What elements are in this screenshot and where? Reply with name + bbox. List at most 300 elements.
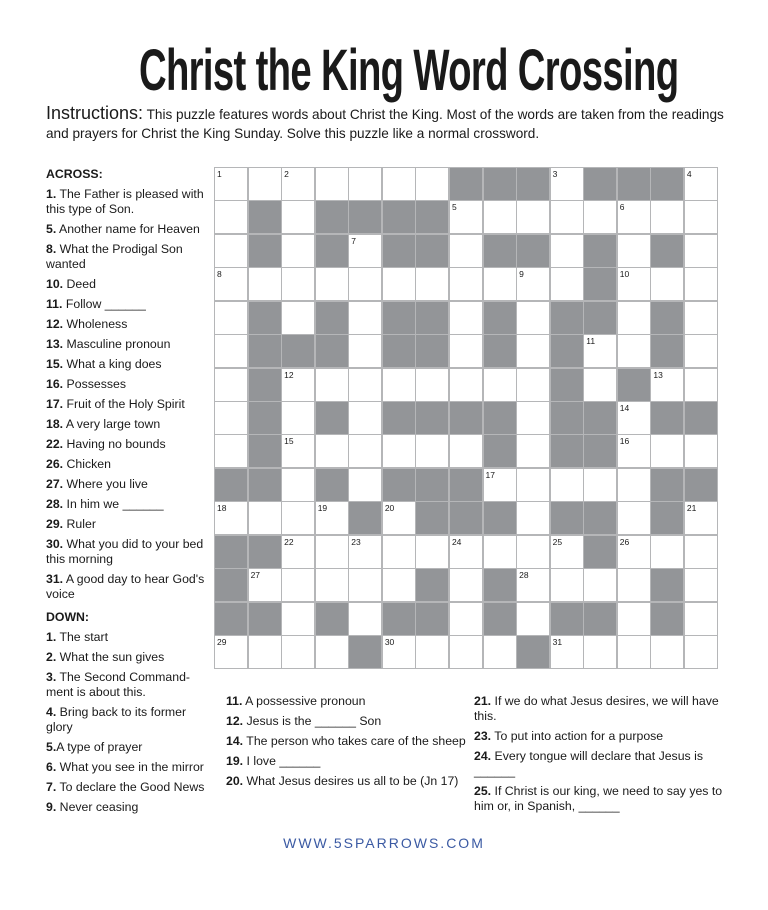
block-cell [517,636,549,668]
answer-cell[interactable] [349,469,381,501]
clue-number: 23. [474,729,492,743]
answer-cell[interactable] [282,636,314,668]
block-cell [316,235,348,267]
clue-item [46,497,212,512]
clue-number: 14. [226,734,244,748]
answer-cell[interactable] [450,435,482,467]
block-cell [584,603,616,635]
block-cell [484,235,516,267]
instructions-text: This puzzle features words about Christ the King. Most of the words are taken from the readings and prayers for Christ the King Sunday. Solve this puzzle like a normal crossword. [46,107,724,141]
answer-cell[interactable] [517,502,549,534]
block-cell [416,235,448,267]
block-cell [584,536,616,568]
answer-cell[interactable] [349,435,381,467]
block-cell [517,168,549,200]
answer-cell[interactable] [383,435,415,467]
block-cell [551,302,583,334]
clue-text: Ruler [63,517,96,531]
answer-cell[interactable] [685,569,717,601]
answer-cell[interactable] [349,235,381,267]
cell-number: 6 [619,202,625,213]
block-cell [416,335,448,367]
clue-text: A good day to hear God's voice [46,572,205,601]
answer-cell[interactable] [584,569,616,601]
cell-number: 16 [619,436,630,447]
answer-cell[interactable] [517,435,549,467]
cell-number: 12 [284,369,294,380]
answer-cell[interactable] [484,369,516,401]
answer-cell[interactable] [349,369,381,401]
clue-item [46,437,212,452]
clue-text: To put into action for a purpose [491,729,664,743]
block-cell [383,235,415,267]
answer-cell[interactable] [215,168,247,200]
clue-item [46,417,212,432]
answer-cell[interactable] [282,268,314,300]
clue-number: 16. [46,377,64,391]
block-cell [484,603,516,635]
clue-item [46,317,212,332]
block-cell [484,569,516,601]
answer-cell[interactable] [651,636,683,668]
answer-cell[interactable] [416,369,448,401]
block-cell [517,235,549,267]
answer-cell[interactable] [249,268,281,300]
answer-cell[interactable] [215,636,247,668]
clue-number: 19. [226,754,244,768]
block-cell [450,168,482,200]
block-cell [584,302,616,334]
clue-text: Masculine pronoun [63,337,171,351]
block-cell [383,402,415,434]
answer-cell[interactable] [685,201,717,233]
answer-cell[interactable] [651,435,683,467]
answer-cell[interactable] [685,636,717,668]
answer-cell[interactable] [685,335,717,367]
block-cell [383,603,415,635]
answer-cell[interactable] [215,435,247,467]
clue-text: A very large town [63,417,161,431]
clue-item [46,337,212,352]
block-cell [349,201,381,233]
clue-item [46,760,212,775]
answer-cell[interactable] [416,636,448,668]
block-cell [316,402,348,434]
answer-cell[interactable] [215,235,247,267]
answer-cell[interactable] [618,502,650,534]
down-header: DOWN: [46,610,90,624]
answer-cell[interactable] [618,402,650,434]
clue-text: Chicken [63,457,111,471]
cell-number: 7 [351,235,356,246]
clue-number: 3. [46,670,57,684]
block-cell [282,335,314,367]
block-cell [450,469,482,501]
website-link[interactable]: WWW.5SPARROWS.COM [283,835,485,851]
cell-number: 5 [451,202,457,213]
answer-cell[interactable] [282,302,314,334]
block-cell [584,168,616,200]
block-cell [584,235,616,267]
clue-item [226,754,466,769]
answer-cell[interactable] [383,268,415,300]
answer-cell[interactable] [316,168,348,200]
answer-cell[interactable] [685,536,717,568]
answer-cell[interactable] [383,502,415,534]
block-cell [651,168,683,200]
cell-number: 1 [217,169,222,179]
answer-cell[interactable] [450,268,482,300]
block-cell [383,302,415,334]
answer-cell[interactable] [450,335,482,367]
answer-cell[interactable] [349,335,381,367]
answer-cell[interactable] [282,201,314,233]
answer-cell[interactable] [450,636,482,668]
answer-cell[interactable] [282,569,314,601]
cell-number: 29 [217,637,227,648]
answer-cell[interactable] [584,335,616,367]
block-cell [551,502,583,534]
answer-cell[interactable] [618,636,650,668]
clue-item [46,242,212,272]
block-cell [249,435,281,467]
block-cell [484,402,516,434]
answer-cell[interactable] [517,335,549,367]
instructions [46,104,736,143]
answer-cell[interactable] [484,469,516,501]
clue-text: If Christ is our king, we need to say yes to him or, in Spanish, ______ [474,784,723,813]
answer-cell[interactable] [517,536,549,568]
block-cell [484,502,516,534]
clue-text: Never ceasing [56,800,139,814]
answer-cell[interactable] [215,402,247,434]
block-cell [416,201,448,233]
answer-cell[interactable] [651,536,683,568]
block-cell [249,201,281,233]
clue-text: The person who takes care of the sheep [243,734,466,748]
answer-cell[interactable] [215,268,247,300]
answer-cell[interactable] [551,536,583,568]
block-cell [551,603,583,635]
block-cell [249,469,281,501]
block-cell [618,168,650,200]
answer-cell[interactable] [618,335,650,367]
answer-cell[interactable] [484,536,516,568]
answer-cell[interactable] [249,168,281,200]
answer-cell[interactable] [651,268,683,300]
block-cell [249,235,281,267]
answer-cell[interactable] [685,302,717,334]
block-cell [249,302,281,334]
clue-item [46,222,212,237]
answer-cell[interactable] [584,469,616,501]
clue-text: Every tongue will declare that Jesus is ______ [474,749,703,778]
block-cell [383,201,415,233]
cell-number: 11 [586,336,596,347]
answer-cell[interactable] [416,268,448,300]
answer-cell[interactable] [316,502,348,534]
answer-cell[interactable] [517,369,549,401]
answer-cell[interactable] [383,536,415,568]
answer-cell[interactable] [450,603,482,635]
answer-cell[interactable] [517,302,549,334]
answer-cell[interactable] [450,569,482,601]
answer-cell[interactable] [282,435,314,467]
clue-text: The Father is pleased with this type of Son. [46,187,204,216]
clue-item [474,729,724,744]
block-cell [349,502,381,534]
block-cell [651,235,683,267]
clue-number: 31. [46,572,64,586]
block-cell [685,469,717,501]
answer-cell[interactable] [349,603,381,635]
answer-cell[interactable] [416,168,448,200]
block-cell [249,603,281,635]
answer-cell[interactable] [316,536,348,568]
answer-cell[interactable] [618,268,650,300]
clue-number: 4. [46,705,57,719]
cell-number: 3 [552,169,558,179]
clue-text: Deed [63,277,96,291]
clue-item [474,784,724,814]
clue-number: 11. [46,297,63,311]
clue-text: What the sun gives [56,650,165,664]
clue-text: To declare the Good News [56,780,205,794]
clue-number: 1. [46,630,57,644]
clue-text: Wholeness [63,317,128,331]
answer-cell[interactable] [618,569,650,601]
cell-number: 9 [519,269,524,280]
block-cell [551,369,583,401]
answer-cell[interactable] [517,402,549,434]
answer-cell[interactable] [383,168,415,200]
answer-cell[interactable] [450,235,482,267]
clue-item [46,277,212,292]
block-cell [651,402,683,434]
answer-cell[interactable] [685,268,717,300]
answer-cell[interactable] [618,235,650,267]
answer-cell[interactable] [282,536,314,568]
clue-number: 9. [46,800,57,814]
clue-item [46,187,212,217]
answer-cell[interactable] [349,569,381,601]
answer-cell[interactable] [282,469,314,501]
clue-number: 28. [46,497,64,511]
answer-cell[interactable] [618,603,650,635]
answer-cell[interactable] [685,168,717,200]
answer-cell[interactable] [215,369,247,401]
clue-item [46,650,212,665]
answer-cell[interactable] [484,201,516,233]
answer-cell[interactable] [249,569,281,601]
answer-cell[interactable] [282,402,314,434]
answer-cell[interactable] [383,369,415,401]
block-cell [215,603,247,635]
block-cell [685,402,717,434]
down-clues-continued [226,694,466,794]
clue-item [46,537,212,567]
clue-item [46,477,212,492]
answer-cell[interactable] [517,569,549,601]
clue-number: 12. [46,317,64,331]
answer-cell[interactable] [517,603,549,635]
answer-cell[interactable] [282,369,314,401]
answer-cell[interactable] [584,201,616,233]
answer-cell[interactable] [450,201,482,233]
clue-item [46,705,212,735]
answer-cell[interactable] [282,603,314,635]
answer-cell[interactable] [450,369,482,401]
cell-number: 18 [217,503,227,514]
answer-cell[interactable] [618,302,650,334]
clue-text: The Second Command-ment is about this. [46,670,191,699]
answer-cell[interactable] [685,502,717,534]
clue-text: What you see in the mirror [56,760,204,774]
answer-cell[interactable] [551,201,583,233]
answer-cell[interactable] [282,502,314,534]
answer-cell[interactable] [215,502,247,534]
block-cell [416,603,448,635]
answer-cell[interactable] [316,569,348,601]
clue-number: 12. [226,714,244,728]
answer-cell[interactable] [282,168,314,200]
answer-cell[interactable] [215,335,247,367]
clue-number: 5. [46,222,57,236]
answer-cell[interactable] [584,636,616,668]
clue-number: 18. [46,417,64,431]
answer-cell[interactable] [416,536,448,568]
answer-cell[interactable] [517,201,549,233]
down-clues [46,610,212,815]
answer-cell[interactable] [316,268,348,300]
block-cell [651,469,683,501]
answer-cell[interactable] [249,502,281,534]
clue-number: 10. [46,277,64,291]
answer-cell[interactable] [450,302,482,334]
across-header: ACROSS: [46,167,103,181]
block-cell [416,502,448,534]
answer-cell[interactable] [618,435,650,467]
answer-cell[interactable] [249,636,281,668]
block-cell [651,603,683,635]
clue-item [474,749,724,779]
answer-cell[interactable] [651,369,683,401]
clue-text: In him we ______ [63,497,164,511]
answer-cell[interactable] [316,435,348,467]
clue-item [46,457,212,472]
clue-text: Possesses [63,377,126,391]
answer-cell[interactable] [584,369,616,401]
clue-item [226,714,466,729]
answer-cell[interactable] [349,536,381,568]
answer-cell[interactable] [551,168,583,200]
block-cell [484,435,516,467]
answer-cell[interactable] [651,201,683,233]
cell-number: 22 [284,536,294,547]
clue-text: Having no bounds [63,437,166,451]
answer-cell[interactable] [349,168,381,200]
block-cell [551,335,583,367]
answer-cell[interactable] [618,201,650,233]
answer-cell[interactable] [618,469,650,501]
clue-number: 13. [46,337,64,351]
clue-text: What you did to your bed this morning [46,537,204,566]
answer-cell[interactable] [215,201,247,233]
answer-cell[interactable] [517,268,549,300]
clue-number: 24. [474,749,492,763]
answer-cell[interactable] [383,636,415,668]
answer-cell[interactable] [685,435,717,467]
cell-number: 8 [217,269,222,280]
clue-item [46,670,212,700]
clue-item [46,517,212,532]
clue-number: 21. [474,694,492,708]
answer-cell[interactable] [316,636,348,668]
clue-text: What Jesus desires us all to be (Jn 17) [243,774,459,788]
cell-number: 24 [451,536,462,547]
answer-cell[interactable] [450,536,482,568]
answer-cell[interactable] [416,435,448,467]
clue-text: Bring back to its former glory [46,705,187,734]
clue-number: 17. [46,397,64,411]
clue-text: What a king does [63,357,162,371]
answer-cell[interactable] [551,569,583,601]
clue-item [46,297,212,312]
block-cell [316,603,348,635]
answer-cell[interactable] [484,636,516,668]
block-cell [383,335,415,367]
clue-number: 5. [46,740,57,754]
answer-cell[interactable] [215,302,247,334]
block-cell [249,335,281,367]
answer-cell[interactable] [484,268,516,300]
answer-cell[interactable] [685,369,717,401]
answer-cell[interactable] [685,603,717,635]
answer-cell[interactable] [551,469,583,501]
clue-number: 8. [46,242,57,256]
cell-number: 10 [619,269,630,280]
answer-cell[interactable] [685,235,717,267]
answer-cell[interactable] [551,268,583,300]
cell-number: 30 [384,637,395,648]
block-cell [349,636,381,668]
clue-number: 2. [46,650,57,664]
answer-cell[interactable] [282,235,314,267]
answer-cell[interactable] [316,369,348,401]
block-cell [249,402,281,434]
answer-cell[interactable] [349,302,381,334]
block-cell [416,402,448,434]
block-cell [215,536,247,568]
cell-number: 31 [552,637,563,648]
clue-item [46,572,212,602]
clue-item [46,780,212,795]
answer-cell[interactable] [517,469,549,501]
answer-cell[interactable] [349,402,381,434]
clue-item [226,774,466,789]
cell-number: 26 [619,536,630,547]
clue-number: 27. [46,477,64,491]
answer-cell[interactable] [349,268,381,300]
block-cell [450,402,482,434]
clue-text: What the Prodigal Son wanted [46,242,183,271]
answer-cell[interactable] [551,636,583,668]
answer-cell[interactable] [618,536,650,568]
cell-number: 2 [284,169,289,179]
answer-cell[interactable] [551,235,583,267]
block-cell [484,302,516,334]
answer-cell[interactable] [383,569,415,601]
